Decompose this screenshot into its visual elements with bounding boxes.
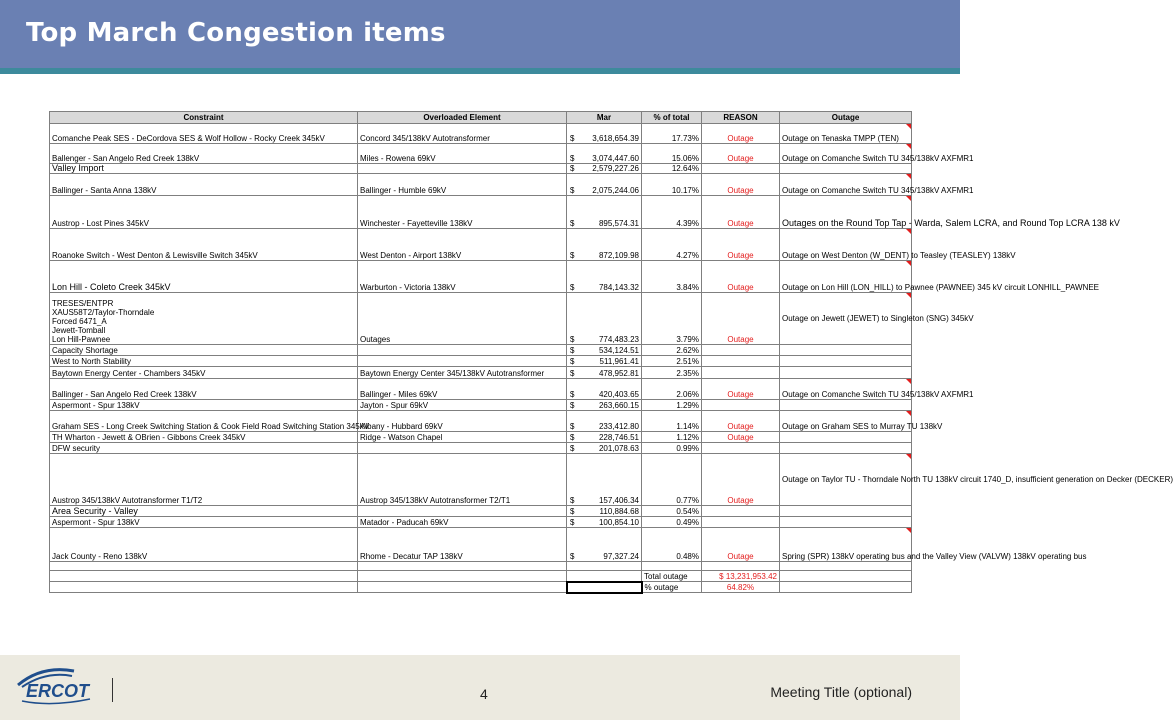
comment-marker-icon (906, 144, 911, 149)
reason-cell (702, 164, 780, 174)
pct-cell: 12.64% (642, 164, 702, 174)
header-reason: REASON (702, 112, 780, 124)
mar-cell: $ 511,961.41 (567, 356, 642, 367)
mar-cell: $ 420,403.65 (567, 379, 642, 400)
header-constraint: Constraint (50, 112, 358, 124)
outage-cell (780, 367, 912, 379)
element-cell: West Denton - Airport 138kV (358, 229, 567, 261)
pct-cell: 1.12% (642, 432, 702, 443)
reason-cell (702, 356, 780, 367)
constraint-cell: Jack County - Reno 138kV (50, 528, 358, 562)
pct-cell: 4.27% (642, 229, 702, 261)
constraint-cell: Aspermont - Spur 138kV (50, 517, 358, 528)
mar-cell: $ 2,075,244.06 (567, 174, 642, 196)
reason-cell: Outage (702, 144, 780, 164)
total-outage-value: $ 13,231,953.42 (702, 571, 780, 582)
selected-cell[interactable] (567, 582, 642, 593)
reason-cell: Outage (702, 432, 780, 443)
pct-cell: 2.62% (642, 345, 702, 356)
table-row (50, 356, 912, 367)
empty-cell (567, 562, 642, 571)
constraint-cell: Austrop - Lost Pines 345kV (50, 196, 358, 229)
mar-cell: $ 478,952.81 (567, 367, 642, 379)
element-cell: Outages (358, 293, 567, 345)
table-row (50, 517, 912, 528)
pct-cell: 0.77% (642, 454, 702, 506)
constraint-line: Jewett-Tomball (52, 326, 106, 335)
percent-outage-value: 64.82% (702, 582, 780, 593)
reason-cell: Outage (702, 124, 780, 144)
table-row (50, 196, 912, 229)
outage-cell (780, 356, 912, 367)
table-row (50, 506, 912, 517)
reason-cell (702, 517, 780, 528)
mar-cell: $ 97,327.24 (567, 528, 642, 562)
congestion-table (49, 111, 1173, 594)
mar-cell: $ 157,406.34 (567, 454, 642, 506)
element-cell: Concord 345/138kV Autotransformer (358, 124, 567, 144)
reason-cell (702, 506, 780, 517)
empty-cell (567, 571, 642, 582)
reason-cell: Outage (702, 528, 780, 562)
mar-cell: $ 2,579,227.26 (567, 164, 642, 174)
constraint-line: XAUS58T2/Taylor-Thorndale (52, 308, 155, 317)
outage-cell (780, 345, 912, 356)
reason-cell: Outage (702, 229, 780, 261)
table-row (50, 400, 912, 411)
reason-cell (702, 400, 780, 411)
comment-marker-icon (906, 124, 911, 129)
table-row (50, 144, 912, 164)
mar-cell: $ 895,574.31 (567, 196, 642, 229)
element-cell: Matador - Paducah 69kV (358, 517, 567, 528)
table-row (50, 174, 912, 196)
pct-cell: 0.49% (642, 517, 702, 528)
percent-outage-row (50, 582, 912, 593)
outage-cell: Outage on Lon Hill (LON_HILL) to Pawnee (PAWNEE) 345 kV circuit LONHILL_PAWNEE (780, 261, 912, 293)
pct-cell: 2.06% (642, 379, 702, 400)
pct-cell: 3.84% (642, 261, 702, 293)
element-cell: Winchester - Fayetteville 138kV (358, 196, 567, 229)
title-rule (0, 68, 960, 74)
constraint-cell: Ballinger - San Angelo Red Creek 138kV (50, 379, 358, 400)
constraint-cell: Ballenger - San Angelo Red Creek 138kV (50, 144, 358, 164)
outage-cell: Outage on Comanche Switch TU 345/138kV AXFMR1 (780, 174, 912, 196)
constraint-cell: Valley Import (50, 164, 358, 174)
footer-divider (112, 678, 113, 702)
element-cell: Ridge - Watson Chapel (358, 432, 567, 443)
table-row (50, 293, 912, 345)
comment-marker-icon (906, 293, 911, 298)
reason-cell (702, 367, 780, 379)
mar-cell: $ 3,074,447.60 (567, 144, 642, 164)
header-overloaded-element: Overloaded Element (358, 112, 567, 124)
reason-cell: Outage (702, 379, 780, 400)
comment-marker-icon (906, 174, 911, 179)
pct-cell: 17.73% (642, 124, 702, 144)
comment-marker-icon (906, 261, 911, 266)
header-percent-of-total: % of total (642, 112, 702, 124)
element-cell: Miles - Rowena 69kV (358, 144, 567, 164)
mar-cell: $ 110,884.68 (567, 506, 642, 517)
mar-cell: $ 774,483.23 (567, 293, 642, 345)
element-cell (358, 345, 567, 356)
constraint-cell: Aspermont - Spur 138kV (50, 400, 358, 411)
pct-cell: 0.54% (642, 506, 702, 517)
empty-cell (50, 582, 358, 593)
outage-cell: Outage on Taylor TU - Thorndale North TU 138kV circuit 1740_D, insufficient generation on Decker (DECKER) (780, 454, 912, 506)
constraint-cell: Baytown Energy Center - Chambers 345kV (50, 367, 358, 379)
constraint-cell: Graham SES - Long Creek Switching Station & Cook Field Road Switching Station 345kV (50, 411, 358, 432)
reason-cell: Outage (702, 196, 780, 229)
empty-cell (780, 562, 912, 571)
outage-cell: Outages on the Round Top Tap - Warda, Salem LCRA, and Round Top LCRA 138 kV (780, 196, 912, 229)
constraint-cell (50, 293, 358, 345)
outage-cell (780, 400, 912, 411)
comment-marker-icon (906, 528, 911, 533)
mar-cell: $ 872,109.98 (567, 229, 642, 261)
outage-cell: Outage on Graham SES to Murray TU 138kV (780, 411, 912, 432)
outage-cell: Spring (SPR) 138kV operating bus and the Valley View (VALVW) 138kV operating bus (780, 528, 912, 562)
reason-cell: Outage (702, 261, 780, 293)
pct-cell: 4.39% (642, 196, 702, 229)
element-cell (358, 506, 567, 517)
empty-cell (358, 562, 567, 571)
element-cell: Ballinger - Humble 69kV (358, 174, 567, 196)
outage-cell (780, 517, 912, 528)
outage-cell: Outage on Jewett (JEWET) to Singleton (SNG) 345kV (780, 293, 912, 345)
reason-cell (702, 443, 780, 454)
mar-cell: $ 3,618,654.39 (567, 124, 642, 144)
constraint-cell: Roanoke Switch - West Denton & Lewisville Switch 345kV (50, 229, 358, 261)
outage-cell (780, 506, 912, 517)
outage-cell: Outage on Tenaska TMPP (TEN) (780, 124, 912, 144)
constraint-cell: TH Wharton - Jewett & OBrien - Gibbons Creek 345kV (50, 432, 358, 443)
element-cell: Austrop 345/138kV Autotransformer T2/T1 (358, 454, 567, 506)
reason-cell (702, 345, 780, 356)
outage-cell: Outage on Comanche Switch TU 345/138kV AXFMR1 (780, 144, 912, 164)
comment-marker-icon (906, 229, 911, 234)
table-row (50, 345, 912, 356)
empty-cell (702, 562, 780, 571)
constraint-cell: West to North Stability (50, 356, 358, 367)
element-cell: Albany - Hubbard 69kV (358, 411, 567, 432)
table-row (50, 367, 912, 379)
table-row (50, 562, 912, 571)
pct-cell: 0.99% (642, 443, 702, 454)
total-outage-label: Total outage (642, 571, 702, 582)
outage-cell: Outage on West Denton (W_DENT) to Teasley (TEASLEY) 138kV (780, 229, 912, 261)
page-number: 4 (480, 686, 488, 702)
constraint-cell: Area Security - Valley (50, 506, 358, 517)
table-row (50, 411, 912, 432)
mar-cell: $ 263,660.15 (567, 400, 642, 411)
table-row (50, 164, 912, 174)
pct-cell: 15.06% (642, 144, 702, 164)
outage-cell (780, 443, 912, 454)
reason-cell: Outage (702, 293, 780, 345)
table-row (50, 229, 912, 261)
reason-cell: Outage (702, 174, 780, 196)
empty-cell (50, 562, 358, 571)
table-row (50, 443, 912, 454)
table-row (50, 379, 912, 400)
mar-cell: $ 534,124.51 (567, 345, 642, 356)
element-cell: Baytown Energy Center 345/138kV Autotransformer (358, 367, 567, 379)
constraint-line: Forced 6471_A (52, 317, 107, 326)
outage-cell (780, 432, 912, 443)
empty-cell (780, 582, 912, 593)
element-cell (358, 164, 567, 174)
constraint-cell: Lon Hill - Coleto Creek 345kV (50, 261, 358, 293)
header-outage: Outage (780, 112, 912, 124)
constraint-cell: DFW security (50, 443, 358, 454)
table-row (50, 454, 912, 506)
empty-cell (50, 571, 358, 582)
element-cell (358, 356, 567, 367)
reason-cell: Outage (702, 411, 780, 432)
meeting-title: Meeting Title (optional) (770, 684, 912, 700)
mar-cell: $ 233,412.80 (567, 411, 642, 432)
element-cell (358, 443, 567, 454)
mar-cell: $ 784,143.32 (567, 261, 642, 293)
constraint-cell: Capacity Shortage (50, 345, 358, 356)
ercot-logo (12, 663, 102, 708)
table-header-row (50, 112, 912, 124)
comment-marker-icon (906, 379, 911, 384)
mar-cell: $ 228,746.51 (567, 432, 642, 443)
element-cell: Ballinger - Miles 69kV (358, 379, 567, 400)
table-row (50, 261, 912, 293)
total-outage-row (50, 571, 912, 582)
empty-cell (358, 582, 567, 593)
empty-cell (780, 571, 912, 582)
pct-cell: 1.29% (642, 400, 702, 411)
pct-cell: 2.35% (642, 367, 702, 379)
congestion-spreadsheet (49, 111, 1173, 594)
constraint-cell: Comanche Peak SES - DeCordova SES & Wolf Hollow - Rocky Creek 345kV (50, 124, 358, 144)
constraint-line: TRESES/ENTPR (52, 299, 114, 308)
element-cell: Jayton - Spur 69kV (358, 400, 567, 411)
header-mar: Mar (567, 112, 642, 124)
constraint-cell: Austrop 345/138kV Autotransformer T1/T2 (50, 454, 358, 506)
pct-cell: 0.48% (642, 528, 702, 562)
element-cell: Rhome - Decatur TAP 138kV (358, 528, 567, 562)
table-row (50, 432, 912, 443)
pct-cell: 2.51% (642, 356, 702, 367)
table-row (50, 124, 912, 144)
comment-marker-icon (906, 454, 911, 459)
percent-outage-label: % outage (642, 582, 702, 593)
slide-title: Top March Congestion items (26, 18, 446, 48)
element-cell: Warburton - Victoria 138kV (358, 261, 567, 293)
empty-cell (358, 571, 567, 582)
constraint-cell: Ballinger - Santa Anna 138kV (50, 174, 358, 196)
table-row (50, 528, 912, 562)
pct-cell: 1.14% (642, 411, 702, 432)
pct-cell: 10.17% (642, 174, 702, 196)
reason-cell: Outage (702, 454, 780, 506)
logo-wordmark: ERCOT (26, 681, 89, 701)
mar-cell: $ 201,078.63 (567, 443, 642, 454)
mar-cell: $ 100,854.10 (567, 517, 642, 528)
outage-cell: Outage on Comanche Switch TU 345/138kV AXFMR1 (780, 379, 912, 400)
comment-marker-icon (906, 411, 911, 416)
comment-marker-icon (906, 196, 911, 201)
constraint-line: Lon Hill-Pawnee (52, 335, 111, 344)
pct-cell: 3.79% (642, 293, 702, 345)
empty-cell (642, 562, 702, 571)
outage-cell (780, 164, 912, 174)
